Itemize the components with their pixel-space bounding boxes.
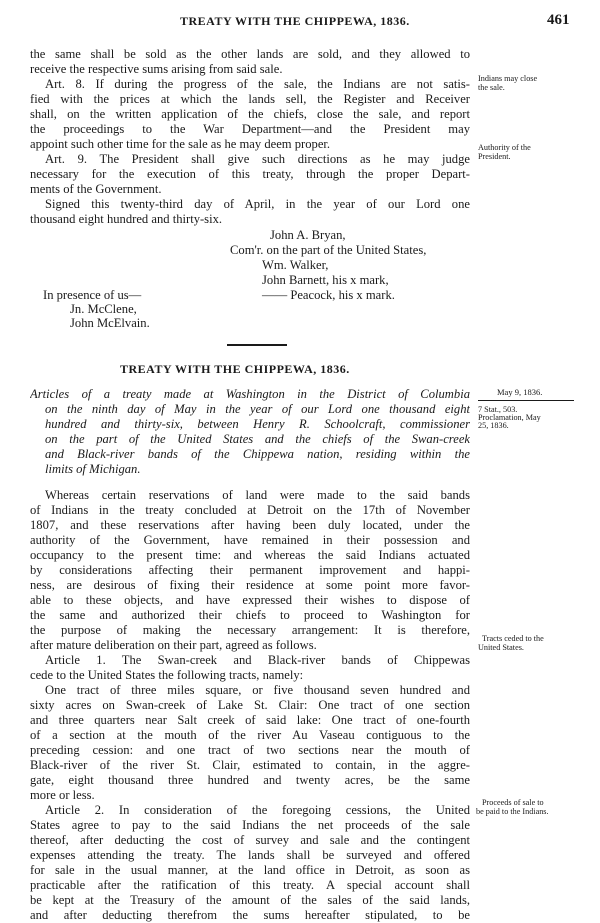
- signature-line: John A. Bryan,: [270, 228, 346, 242]
- text-line: appoint such other time for the sale as he may deem proper.: [30, 137, 331, 151]
- text-line: by considerations affecting their permanent improvement and happi-: [30, 563, 470, 577]
- margin-note: President.: [478, 152, 511, 161]
- text-line: and after deducting therefrom the sums hereafter stipulated, to be: [30, 908, 470, 922]
- margin-note: Authority of the: [478, 143, 531, 152]
- margin-note: 7 Stat., 503.: [478, 405, 518, 414]
- text-line: practicable after the ratification of this treaty. A special account shall: [30, 878, 470, 892]
- text-line: gate, eight thousand three hundred and twenty acres, be the same: [30, 773, 470, 787]
- preamble-line: limits of Michigan.: [45, 462, 141, 476]
- witness-name: John McElvain.: [70, 316, 150, 330]
- note-rule: [478, 400, 574, 401]
- margin-note: be paid to the Indians.: [476, 807, 549, 816]
- text-line: cede to the United States the following tracts, namely:: [30, 668, 304, 682]
- text-line: 1807, and these reservations after having been duly located, under the: [30, 518, 470, 532]
- text-line: ments of the Government.: [30, 182, 162, 196]
- text-line: of a section at the mouth of the river Au Vaseau contiguous to the: [30, 728, 470, 742]
- margin-note: the sale.: [478, 83, 505, 92]
- text-line: the same and authorized their chiefs to proceed to Washington for: [30, 608, 470, 622]
- text-line: thousand eight hundred and thirty-six.: [30, 212, 223, 226]
- preamble-line: hundred and thirty-six, between Henry R. Schoolcraft, commissioner: [45, 417, 470, 431]
- text-line: States agree to pay to the said Indians the net proceeds of the sale: [30, 818, 470, 832]
- text-line: more or less.: [30, 788, 95, 802]
- preamble-line: Articles of a treaty made at Washington in the District of Columbia: [30, 387, 470, 401]
- text-line: the purpose of making the necessary arrangement: It is therefore,: [30, 623, 470, 637]
- text-line: preceding cession: and one tract of two sections near the mouth of: [30, 743, 470, 757]
- text-line: after mature deliberation on their part, agreed as follows.: [30, 638, 317, 652]
- text-line: thereof, after deducting the cost of survey and sale and the contingent: [30, 833, 470, 847]
- text-line: shall, on the written application of the chiefs, close the sale, and report: [30, 107, 470, 121]
- section-divider: [227, 344, 287, 346]
- text-line: and three quarters near Salt creek of said lake: One tract of one-fourth: [30, 713, 470, 727]
- text-line: the proceedings to the War Department—and the President may: [30, 122, 470, 136]
- text-line: Article 2. In consideration of the foregoing cessions, the United: [45, 803, 470, 817]
- margin-note: Proceeds of sale to: [482, 798, 544, 807]
- text-line: able to these objects, and have expressed their wishes to dispose of: [30, 593, 470, 607]
- text-line: the same shall be sold as the other lands are sold, and they allowed to: [30, 47, 470, 61]
- margin-note: Proclamation, May: [478, 413, 541, 422]
- signature-line: Com'r. on the part of the United States,: [230, 243, 427, 257]
- date-note: May 9, 1836.: [497, 387, 543, 397]
- text-line: fied with the prices at which the lands sell, the Register and Receiver: [30, 92, 470, 106]
- text-line: for sale in the usual manner, at the land office in Detroit, as soon as: [30, 863, 470, 877]
- margin-note: United States.: [478, 643, 524, 652]
- witness-name: Jn. McClene,: [70, 302, 137, 316]
- text-line: Black-river of the river St. Clair, estimated to contain, in the aggre-: [30, 758, 470, 772]
- text-line: ness, are desirous of fixing their residence at some point more favor-: [30, 578, 470, 592]
- preamble-line: on the ninth day of May in the year of our Lord one thousand eight: [45, 402, 470, 416]
- margin-note: Indians may close: [478, 74, 538, 83]
- text-line: authority of the Government, have remained in their possession and: [30, 533, 470, 547]
- text-line: Article 1. The Swan-creek and Black-river bands of Chippewas: [45, 653, 470, 667]
- margin-note: Tracts ceded to the: [482, 634, 544, 643]
- text-line: occupancy to the present time: and whereas the said Indians actuated: [30, 548, 470, 562]
- margin-note: 25, 1836.: [478, 421, 509, 430]
- signature-line: John Barnett, his x mark,: [262, 273, 389, 287]
- text-line: sixty acres on Swan-creek of Lake St. Clair: One tract of one section: [30, 698, 470, 712]
- signature-line: —— Peacock, his x mark.: [262, 288, 395, 302]
- text-line: necessary for the execution of this treaty, through the proper Depart-: [30, 167, 470, 181]
- text-line: One tract of three miles square, or five thousand seven hundred and: [45, 683, 470, 697]
- treaty-title: TREATY WITH THE CHIPPEWA, 1836.: [120, 362, 350, 376]
- running-title: TREATY WITH THE CHIPPEWA, 1836.: [180, 14, 410, 28]
- text-line: Whereas certain reservations of land were made to the said bands: [45, 488, 470, 502]
- text-line: Art. 9. The President shall give such directions as he may judge: [45, 152, 470, 166]
- text-line: expenses attending the treaty. The lands shall be surveyed and offered: [30, 848, 470, 862]
- text-line: receive the respective sums arising from said sale.: [30, 62, 283, 76]
- text-line: of Indians in the treaty concluded at Detroit on the 17th of November: [30, 503, 470, 517]
- page-number: 461: [547, 12, 570, 28]
- text-line: be kept at the Treasury of the amount of the sales of the said lands,: [30, 893, 470, 907]
- preamble-line: and Black-river bands of the Chippewa nation, residing within the: [45, 447, 470, 461]
- witness-heading: In presence of us—: [43, 288, 142, 302]
- text-line: Art. 8. If during the progress of the sale, the Indians are not satis-: [45, 77, 470, 91]
- text-line: Signed this twenty-third day of April, in the year of our Lord one: [45, 197, 470, 211]
- preamble-line: on the part of the United States and the chiefs of the Swan-creek: [45, 432, 470, 446]
- signature-line: Wm. Walker,: [262, 258, 329, 272]
